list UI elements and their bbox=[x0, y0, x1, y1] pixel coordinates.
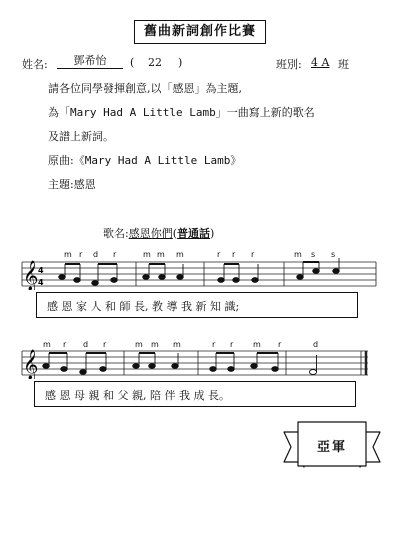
solfege-note: r bbox=[103, 340, 107, 349]
lyrics-box-1 bbox=[36, 292, 358, 318]
solfege-note: m bbox=[157, 250, 165, 259]
instruction-line-3: 及譜上新詞。 bbox=[48, 130, 114, 143]
solfege-note: m bbox=[64, 250, 72, 259]
solfege-note: m bbox=[151, 340, 159, 349]
solfege-note: d bbox=[313, 340, 319, 349]
music-staff-1 bbox=[18, 258, 380, 290]
song-language: 普通話 bbox=[177, 227, 211, 240]
theme bbox=[48, 176, 96, 192]
time-signature-top: 4 bbox=[38, 266, 44, 275]
solfege-note: m bbox=[143, 250, 151, 259]
solfege-note: s bbox=[311, 250, 316, 259]
seat-number: 22 bbox=[148, 56, 162, 69]
seat-close: ) bbox=[178, 56, 183, 69]
solfege-note: r bbox=[232, 250, 236, 259]
name-value: 鄧希怡 bbox=[73, 54, 107, 67]
solfege-note: d bbox=[83, 340, 89, 349]
solfege-note: m bbox=[294, 250, 302, 259]
name-label: 姓名: bbox=[22, 58, 48, 71]
solfege-note: r bbox=[79, 250, 83, 259]
song-title-value: 感恩你們 bbox=[128, 227, 173, 240]
class-label: 班別: bbox=[276, 58, 302, 71]
solfege-note: m bbox=[135, 340, 143, 349]
solfege-note: d bbox=[93, 250, 99, 259]
original-song-value: 《Mary Had A Little Lamb》 bbox=[73, 154, 242, 167]
document-title: 舊曲新詞創作比賽 bbox=[134, 20, 266, 44]
solfege-note: r bbox=[230, 340, 234, 349]
solfege-note: r bbox=[63, 340, 67, 349]
solfege-note: r bbox=[251, 250, 255, 259]
class-suffix: 班 bbox=[338, 58, 349, 71]
lyrics-line-1: 感 恩 家 人 和 師 長, 教 導 我 新 知 識; bbox=[47, 300, 240, 313]
song-title-row: 歌名:感恩你們(普通話) bbox=[103, 227, 215, 240]
solfege-note: r bbox=[212, 340, 216, 349]
class-value: 4 A bbox=[311, 56, 330, 69]
treble-clef-icon: 𝄞 bbox=[23, 261, 39, 290]
song-title-label: 歌名: bbox=[103, 227, 129, 240]
notes-line-2 bbox=[43, 353, 317, 375]
solfege-note: m bbox=[173, 340, 181, 349]
lyrics-box-2 bbox=[34, 381, 356, 407]
time-signature-bottom: 4 bbox=[38, 278, 44, 287]
solfege-note: r bbox=[113, 250, 117, 259]
solfege-note: s bbox=[331, 250, 336, 259]
lyrics-line-2: 感 恩 母 親 和 父 親, 陪 伴 我 成 長。 bbox=[45, 389, 230, 402]
original-song-label: 原曲: bbox=[48, 154, 74, 167]
solfege-note: m bbox=[253, 340, 261, 349]
solfege-note: m bbox=[43, 340, 51, 349]
treble-clef-icon: 𝄞 bbox=[23, 350, 39, 379]
instruction-line-2: 為「Mary Had A Little Lamb」一曲寫上新的歌名 bbox=[48, 106, 315, 119]
theme-value: 感恩 bbox=[73, 178, 96, 191]
theme-label: 主題: bbox=[48, 178, 74, 191]
award-text: 亞軍 bbox=[316, 440, 347, 455]
music-staff-2 bbox=[18, 347, 372, 379]
solfege-note: m bbox=[176, 250, 184, 259]
solfege-note: r bbox=[217, 250, 221, 259]
seat-open: ( bbox=[130, 56, 135, 69]
solfege-note: r bbox=[278, 340, 282, 349]
instruction-line-1: 請各位同學發揮創意,以「感恩」為主題, bbox=[48, 82, 242, 95]
original-song bbox=[48, 152, 241, 168]
name-field bbox=[57, 52, 123, 69]
